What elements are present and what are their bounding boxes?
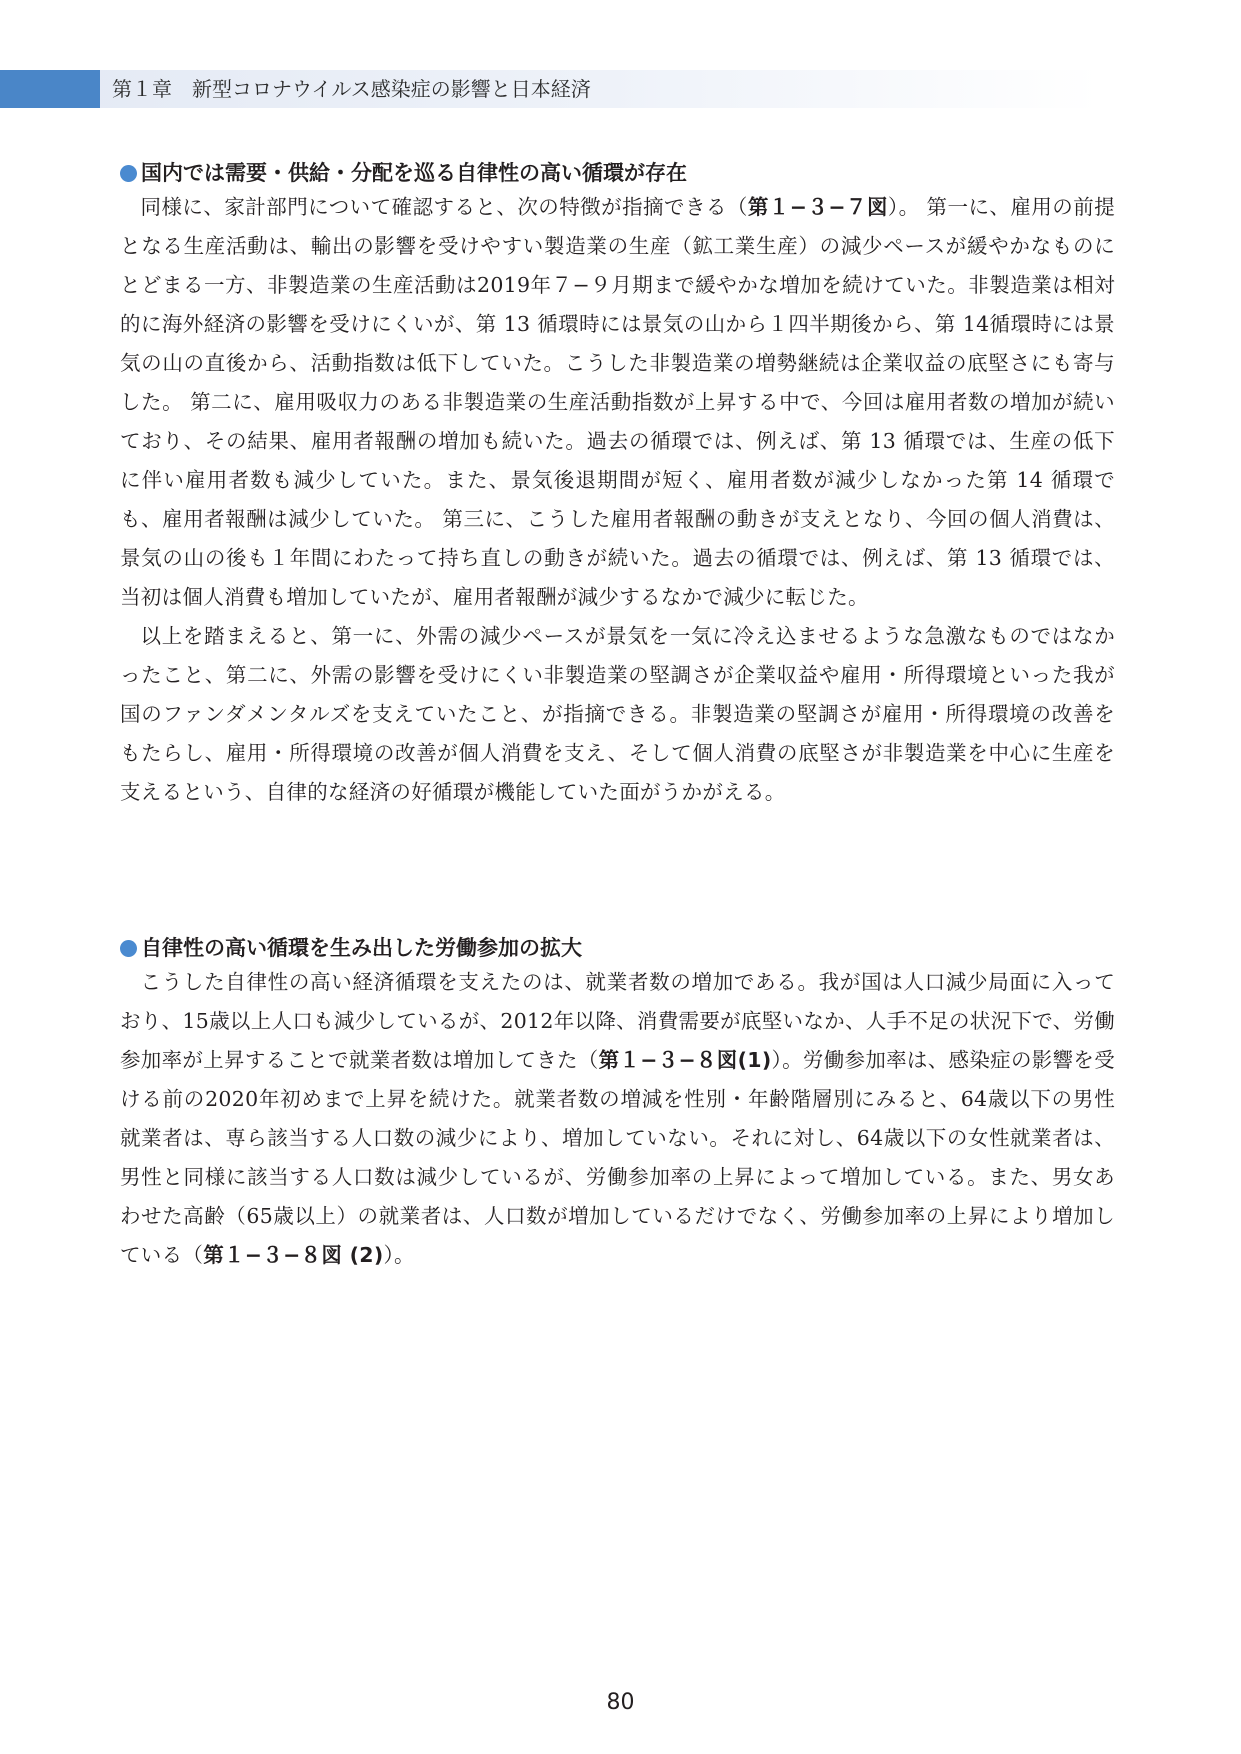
paragraph-text: ）。労働参加率は、感染症の影響を受ける前の2020年初めまで上昇を続けた。就業者数の増減を性別・年齢階層別にみると、64歳以下の男性就業者は、専ら該当する人口数の減少により、増加していない。それに対し、64歳以下の女性就業者は、男性と同様に該当する人口数は減少しているが、労働参加率の上昇によって増加している。また、男女あわせた高齢（65歳以上）の就業者は、人口数が増加しているだけでなく、労働参加率の上昇により増加している（ [120, 1048, 1116, 1267]
paragraph-text: ）。 第一に、雇用の前提となる生産活動は、輸出の影響を受けやすい製造業の生産（鉱工業生産）の減少ペースが緩やかなものにとどまる一方、非製造業の生産活動は2019年７−９月期まで緩やかな増加を続けていた。非製造業は相対的に海外経済の影響を受けにくいが、第 13 循環時には景気の山から１四半期後から、第 14循環時には景気の山の直後から、活動指数は低下していた。こうした非製造業の増勢継続は企業収益の底堅さにも寄与した。 第二に、雇用吸収力のある非製造業の生産活動指数が上昇する中で、今回は雇用者数の増加が続いており、その結果、雇用者報酬の増加も続いた。過去の循環では、例えば、第 13 循環では、生産の低下に伴い雇用者数も減少していた。また、景気後退期間が短く、雇用者数が減少しなかった第 14 循環でも、雇用者報酬は減少していた。 第三に、こうした雇用者報酬の動きが支えとなり、今回の個人消費は、景気の山の後も１年間にわたって持ち直しの動きが続いた。過去の循環では、例えば、第 13 循環では、当初は個人消費も増加していたが、雇用者報酬が減少するなかで減少に転じた。 [120, 195, 1115, 609]
section-heading-text: 自律性の高い循環を生み出した労働参加の拡大 [141, 936, 582, 960]
paragraph-text: ）。 [383, 1243, 415, 1267]
paragraph-text: こうした自律性の高い経済循環を支えたのは、就業者数の増加である。我が国は人口減少局面に入っており、15歳以上人口も減少しているが、2012年以降、消費需要が底堅いなか、人手不足の状況下で、労働参加率が上昇することで就業者数は増加してきた（ [120, 970, 1115, 1072]
section-heading [120, 933, 1115, 963]
section-heading-text: 国内では需要・供給・分配を巡る自律性の高い循環が存在 [141, 161, 687, 185]
chapter-header [0, 70, 1100, 108]
paragraph-text: 以上を踏まえると、第一に、外需の減少ペースが景気を一気に冷え込ませるような急激なものではなかったこと、第二に、外需の影響を受けにくい非製造業の堅調さが企業収益や雇用・所得環境といった我が国のファンダメンタルズを支えていたこと、が指摘できる。非製造業の堅調さが雇用・所得環境の改善をもたらし、雇用・所得環境の改善が個人消費を支え、そして個人消費の底堅さが非製造業を中心に生産を支えるという、自律的な経済の好循環が機能していた面がうかがえる。 [120, 624, 1115, 804]
paragraph [120, 963, 1115, 1275]
paragraph [120, 188, 1115, 617]
figure-reference: 第１−３−７図 [747, 195, 888, 219]
paragraph [120, 617, 1115, 812]
page-number: 80 [606, 1690, 635, 1715]
header-accent-bar [0, 70, 100, 108]
figure-reference: 第１−３−８図 (2) [203, 1243, 384, 1267]
bullet-icon [120, 940, 137, 957]
section-1 [120, 158, 1115, 812]
section-2 [120, 933, 1115, 1275]
bullet-icon [120, 165, 137, 182]
paragraph-text: 同様に、家計部門について確認すると、次の特徴が指摘できる（ [140, 195, 748, 219]
section-heading [120, 158, 1115, 188]
chapter-title: 第１章 新型コロナウイルス感染症の影響と日本経済 [112, 77, 591, 101]
figure-reference: 第１−３−８図(1) [598, 1048, 772, 1072]
